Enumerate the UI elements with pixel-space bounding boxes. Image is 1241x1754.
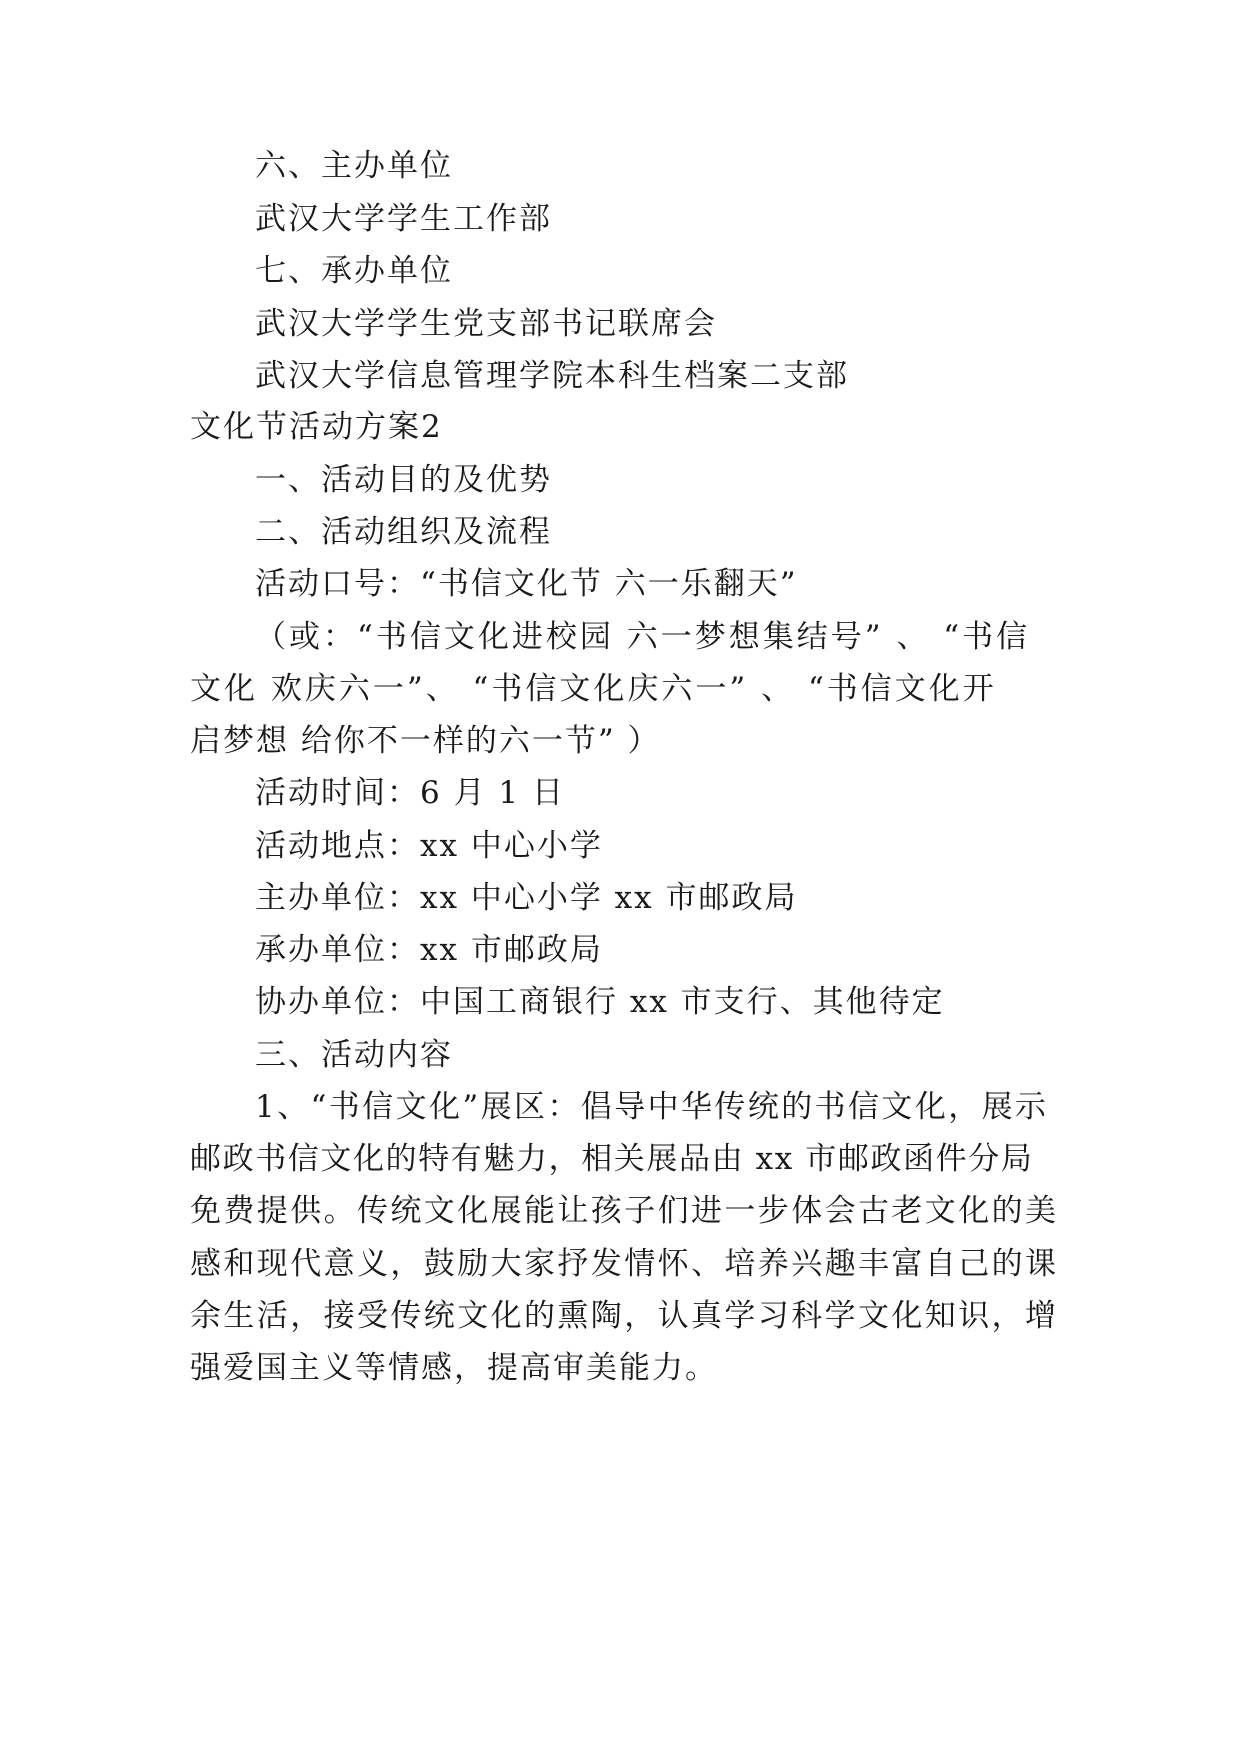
content-paragraph-line-1: 1、“书信文化”展区：倡导中华传统的书信文化，展示: [255, 1089, 1049, 1125]
organizer-unit-1: 武汉大学学生党支部书记联席会: [255, 306, 717, 342]
host-unit: 武汉大学学生工作部: [255, 201, 552, 237]
content-paragraph-line-5: 余生活，接受传统文化的熏陶，认真学习科学文化知识，增: [190, 1298, 1059, 1334]
slogan-alternatives-line-2: 文化 欢庆六一”、 “书信文化庆六一” 、 “书信文化开: [190, 671, 997, 707]
host-units: 主办单位：xx 中心小学 xx 市邮政局: [255, 880, 798, 916]
content-paragraph-line-3: 免费提供。传统文化展能让孩子们进一步体会古老文化的美: [190, 1193, 1059, 1229]
section-heading-content: 三、活动内容: [255, 1037, 453, 1073]
section-heading-host: 六、主办单位: [255, 148, 453, 184]
activity-time: 活动时间：6 月 1 日: [255, 775, 566, 811]
section-heading-process: 二、活动组织及流程: [255, 514, 552, 550]
organizer-units: 承办单位：xx 市邮政局: [255, 932, 603, 968]
section-heading-organizer: 七、承办单位: [255, 253, 453, 289]
slogan-alternatives-line-3: 启梦想 给你不一样的六一节” ）: [190, 723, 661, 759]
content-paragraph-line-2: 邮政书信文化的特有魅力，相关展品由 xx 市邮政函件分局: [190, 1141, 1034, 1177]
document-title: 文化节活动方案2: [190, 409, 443, 445]
organizer-unit-2: 武汉大学信息管理学院本科生档案二支部: [255, 358, 849, 394]
co-organizer-units: 协办单位：中国工商银行 xx 市支行、其他待定: [255, 984, 945, 1020]
activity-slogan: 活动口号：“书信文化节 六一乐翻天”: [255, 566, 798, 602]
slogan-alternatives-line-1: （或：“书信文化进校园 六一梦想集结号” 、 “书信: [255, 619, 1031, 655]
content-paragraph-line-4: 感和现代意义，鼓励大家抒发情怀、培养兴趣丰富自己的课: [190, 1246, 1059, 1282]
section-heading-purpose: 一、活动目的及优势: [255, 462, 552, 498]
activity-location: 活动地点：xx 中心小学: [255, 828, 603, 864]
content-paragraph-line-6: 强爱国主义等情感，提高审美能力。: [190, 1350, 718, 1386]
